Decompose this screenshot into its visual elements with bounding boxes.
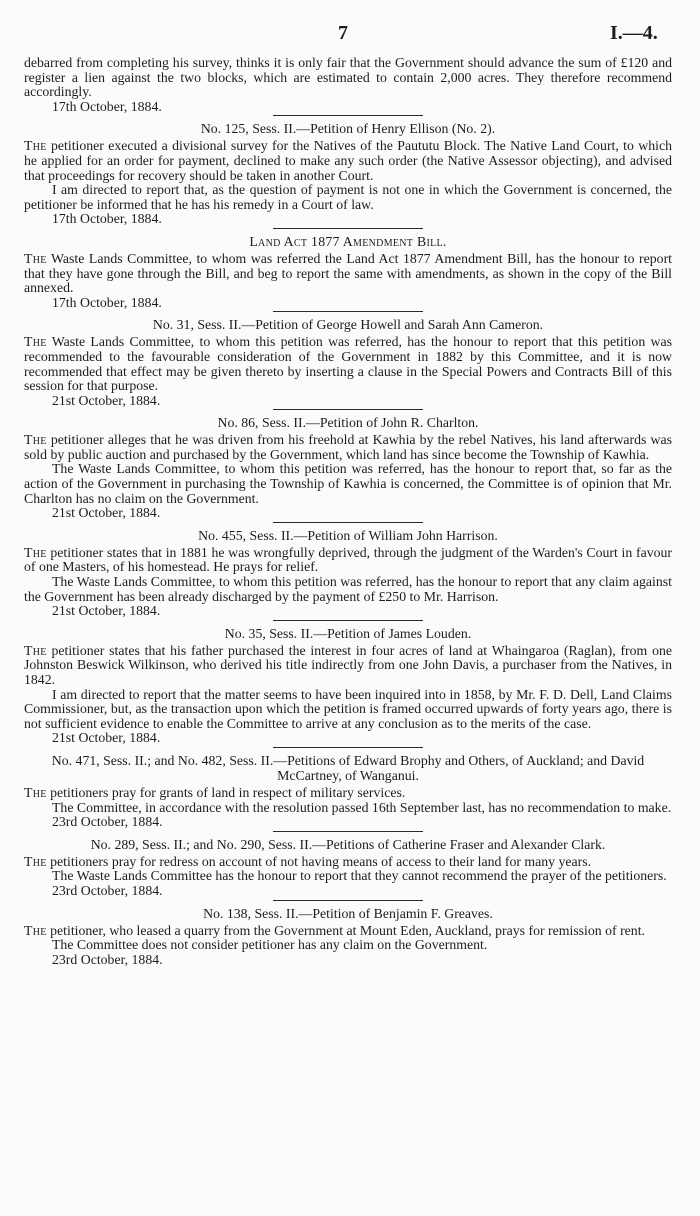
paragraph-text: The Waste Lands Committee, to whom this petition was referred, has the honour to report that any claim against the Government has been already discharged by the payment of £250 to Mr. Harrison. bbox=[24, 574, 672, 604]
paragraph-lead: The bbox=[24, 432, 47, 448]
section-divider bbox=[273, 831, 423, 832]
paragraph-text: petitioner, who leased a quarry from the Government at Mount Eden, Auckland, prays for remission of rent. bbox=[50, 922, 645, 938]
section-petitions-fraser-clark bbox=[24, 837, 672, 899]
paragraph bbox=[24, 56, 672, 100]
section-petition-henry-ellison bbox=[24, 121, 672, 227]
document-body bbox=[24, 56, 672, 967]
paragraph bbox=[24, 139, 672, 183]
paragraph-text: I am directed to report that the matter seems to have been inquired into in 1858, by Mr. F. D. Dell, Land Claims Commissioner, but, as the transaction upon which the petition is framed occurred upwards of forty years ago, there is not sufficient evidence to enable the Committee to arrive at any conclusion as to the merits of the case. bbox=[24, 686, 672, 731]
section-title: No. 289, Sess. II.; and No. 290, Sess. II.—Petitions of Catherine Fraser and Alexander Clark. bbox=[90, 836, 606, 852]
date-line: 23rd October, 1884. bbox=[52, 882, 163, 898]
date-line: 17th October, 1884. bbox=[52, 98, 162, 114]
paragraph-text: petitioner states that his father purchased the interest in four acres of land at Whaingaroa (Raglan), from one Johnston Beswick Wilkinson, who derived his title indirectly from one John Davis, a purchaser from the Natives, in 1842. bbox=[24, 642, 672, 687]
section-title: Land Act 1877 Amendment Bill. bbox=[249, 233, 447, 249]
paragraph bbox=[24, 252, 672, 296]
section-divider bbox=[273, 228, 423, 229]
section-petition-louden bbox=[24, 626, 672, 746]
section-continuation bbox=[24, 56, 672, 114]
paragraph-text: petitioner alleges that he was driven from his freehold at Kawhia by the rebel Natives, his land afterwards was sold by public auction and purchased by the Government, which land has since become the Township of Kawhia. bbox=[24, 432, 672, 462]
section-divider bbox=[273, 115, 423, 116]
paragraph-lead: The bbox=[24, 853, 47, 869]
date-line: 17th October, 1884. bbox=[52, 211, 162, 227]
paragraph bbox=[24, 786, 672, 801]
section-title: No. 455, Sess. II.—Petition of William John Harrison. bbox=[198, 527, 498, 543]
paragraph-text: debarred from completing his survey, thinks it is only fair that the Government should advance the sum of £120 and register a lien against the two blocks, which are estimated to contain 2,000 acres. They therefore recommend accordingly. bbox=[24, 55, 672, 100]
paragraph bbox=[24, 335, 672, 393]
paragraph bbox=[24, 869, 672, 884]
section-divider bbox=[273, 747, 423, 748]
paragraph-lead: The bbox=[24, 334, 47, 350]
paragraph bbox=[24, 855, 672, 870]
paragraph-lead: The bbox=[24, 544, 47, 560]
paragraph-text: petitioners pray for grants of land in respect of military services. bbox=[50, 784, 406, 800]
paragraph bbox=[24, 433, 672, 462]
section-title: No. 471, Sess. II.; and No. 482, Sess. II.—Petitions of Edward Brophy and Others, of Auckland; and David McCartney, of Wanganui. bbox=[51, 752, 645, 783]
section-divider bbox=[273, 620, 423, 621]
section-divider bbox=[273, 522, 423, 523]
section-title: No. 86, Sess. II.—Petition of John R. Charlton. bbox=[217, 415, 479, 431]
section-petition-howell-cameron bbox=[24, 317, 672, 408]
paragraph bbox=[24, 644, 672, 688]
date-line: 17th October, 1884. bbox=[52, 294, 162, 310]
paragraph bbox=[24, 462, 672, 506]
paragraph-text: petitioner executed a divisional survey for the Natives of the Paututu Block. The Native Land Court, to which he applied for an order for payment, declined to make any such order (the Native Assessor objecting), and advised that proceedings for recovery should be taken in another Court. bbox=[24, 138, 672, 183]
paragraph-text: Waste Lands Committee, to whom was referred the Land Act 1877 Amendment Bill, has the honour to report that they have gone through the Bill, and beg to report the same with amendments, as shown in the copy of the Bill annexed. bbox=[24, 250, 673, 296]
date-line: 23rd October, 1884. bbox=[52, 814, 163, 830]
paragraph bbox=[24, 183, 672, 212]
paragraph-text: The Waste Lands Committee, to whom this petition was referred, has the honour to report that, so far as the action of the Government in purchasing the Township of Kawhia is concerned, the Committee is of opinion that Mr. Charlton has no claim on the Government. bbox=[24, 461, 672, 506]
section-land-act-amendment-bill bbox=[24, 234, 672, 310]
document-reference: I.—4. bbox=[610, 22, 658, 44]
paragraph-text: petitioners pray for redress on account of not having means of access to their land for many years. bbox=[50, 853, 592, 869]
paragraph-text: I am directed to report that, as the question of payment is not one in which the Government is concerned, the petitioner be informed that he has his remedy in a Court of law. bbox=[24, 182, 672, 212]
section-petition-charlton bbox=[24, 415, 672, 521]
paragraph-lead: The bbox=[24, 138, 47, 154]
paragraph-text: petitioner states that in 1881 he was wrongfully deprived, through the judgment of the Warden's Court in favour of one Masters, of his homestead. He prays for relief. bbox=[24, 544, 673, 575]
page-number: 7 bbox=[338, 22, 348, 44]
paragraph-text: Waste Lands Committee, to whom this petition was referred, has the honour to report that this petition was recommended to the favourable consideration of the Government in 1882 by this Committee, and it is now recommended that effect may be given thereto by inserting a clause in the Special Powers and Contracts Bill of this session for that purpose. bbox=[24, 334, 673, 394]
section-petition-harrison bbox=[24, 528, 672, 619]
paragraph-text: The Waste Lands Committee has the honour to report that they cannot recommend the prayer of the petitioners. bbox=[52, 868, 667, 884]
paragraph-text: The Committee, in accordance with the resolution passed 16th September last, has no recommendation to make. bbox=[52, 799, 672, 815]
paragraph bbox=[24, 924, 672, 939]
date-line: 21st October, 1884. bbox=[52, 505, 161, 521]
section-petitions-brophy-mccartney bbox=[24, 753, 672, 830]
date-line: 21st October, 1884. bbox=[52, 392, 161, 408]
paragraph bbox=[24, 546, 672, 575]
section-divider bbox=[273, 900, 423, 901]
section-divider bbox=[273, 311, 423, 312]
date-line: 21st October, 1884. bbox=[52, 603, 161, 619]
paragraph-lead: The bbox=[24, 642, 47, 658]
paragraph-lead: The bbox=[24, 922, 47, 938]
paragraph bbox=[24, 801, 672, 816]
section-title: No. 125, Sess. II.—Petition of Henry Ellison (No. 2). bbox=[200, 121, 496, 137]
date-line: 23rd October, 1884. bbox=[52, 951, 163, 967]
section-title: No. 138, Sess. II.—Petition of Benjamin F. Greaves. bbox=[203, 905, 493, 921]
paragraph-lead: The bbox=[24, 250, 47, 266]
paragraph-lead: The bbox=[24, 784, 47, 800]
paragraph bbox=[24, 575, 672, 604]
paragraph bbox=[24, 938, 672, 953]
section-divider bbox=[273, 409, 423, 410]
date-line: 21st October, 1884. bbox=[52, 730, 161, 746]
paragraph bbox=[24, 688, 672, 732]
section-title: No. 35, Sess. II.—Petition of James Louden. bbox=[224, 625, 472, 641]
section-petition-greaves bbox=[24, 906, 672, 968]
section-title: No. 31, Sess. II.—Petition of George Howell and Sarah Ann Cameron. bbox=[152, 317, 544, 333]
paragraph-text: The Committee does not consider petitioner has any claim on the Government. bbox=[52, 937, 488, 953]
